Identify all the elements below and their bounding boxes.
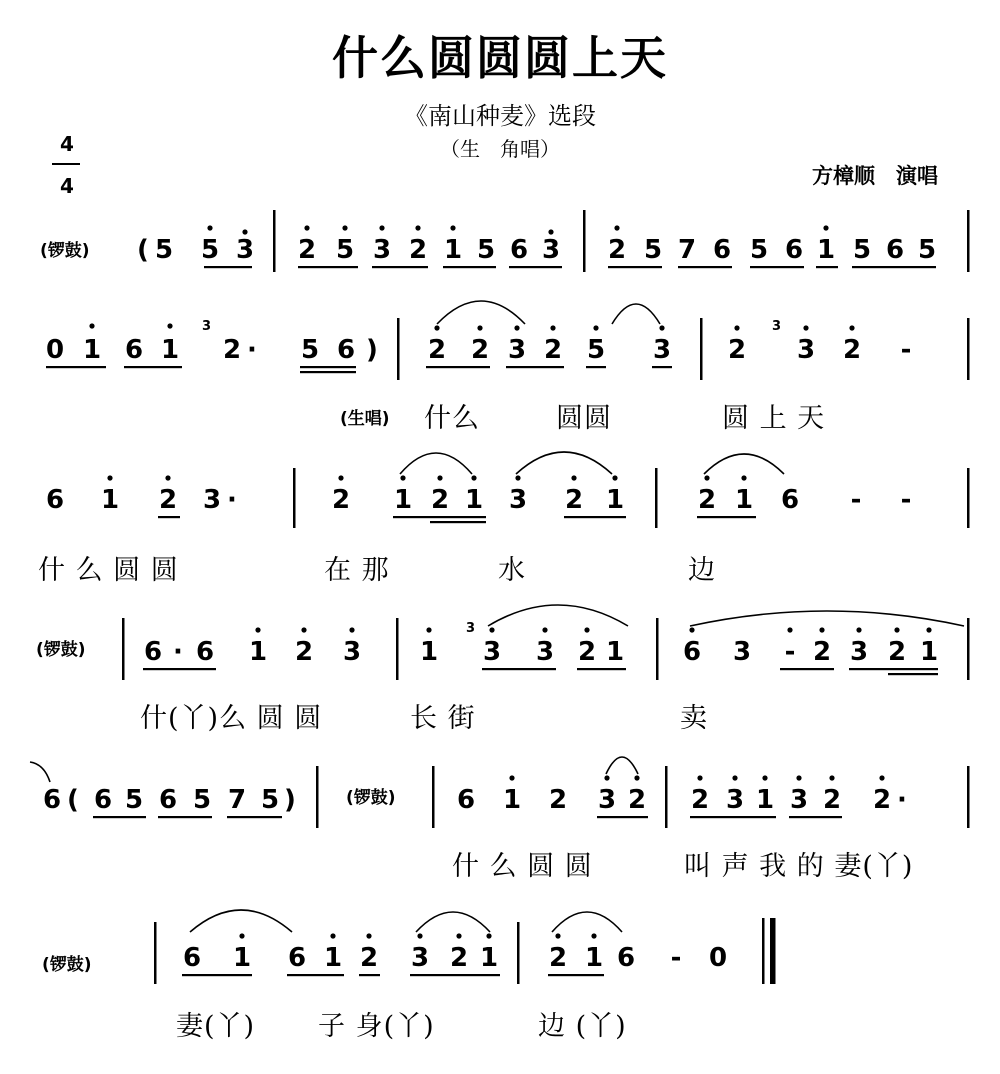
note-glyph: 5 — [749, 235, 769, 265]
note-glyph: 1 — [755, 785, 775, 815]
note-glyph: 2 — [543, 335, 563, 365]
octave-dot — [614, 225, 619, 230]
note-underline — [93, 816, 146, 818]
octave-dot — [849, 325, 854, 330]
lyric-line3-b: 在 那 — [324, 555, 390, 586]
note-glyph: 1 — [100, 485, 120, 515]
note-glyph: 2 — [727, 335, 747, 365]
note-glyph: 5 — [200, 235, 220, 265]
note-underline — [750, 266, 804, 268]
time-signature-numerator: 4 — [60, 132, 74, 156]
octave-dot — [167, 323, 172, 328]
note-underline — [287, 974, 344, 976]
note-glyph: 6 — [143, 637, 163, 667]
note-glyph: · — [897, 785, 907, 815]
octave-dot — [434, 325, 439, 330]
note-glyph: 2 — [297, 235, 317, 265]
note-underline — [888, 673, 938, 675]
octave-dot — [741, 475, 746, 480]
note-glyph: 3 — [410, 943, 430, 973]
note-glyph: 7 — [677, 235, 697, 265]
barline — [397, 318, 400, 380]
note-glyph: ( — [137, 235, 149, 265]
note-glyph: 2 — [548, 943, 568, 973]
note-glyph: 5 — [335, 235, 355, 265]
note-underline — [789, 816, 842, 818]
barline — [655, 468, 658, 528]
octave-dot — [659, 325, 664, 330]
note-glyph: ( — [67, 785, 79, 815]
barline — [967, 210, 970, 272]
note-underline — [300, 371, 356, 373]
octave-dot — [542, 627, 547, 632]
note-glyph: 5 — [192, 785, 212, 815]
octave-dot — [819, 627, 824, 632]
note-underline — [548, 974, 604, 976]
note-glyph: 3 — [235, 235, 255, 265]
octave-dot — [584, 627, 589, 632]
barline — [967, 468, 970, 528]
octave-dot — [787, 627, 792, 632]
octave-dot — [555, 933, 560, 938]
lyric-line2-c: 圆 上 天 — [722, 403, 826, 434]
barline — [656, 618, 659, 680]
note-underline — [124, 366, 182, 368]
octave-dot — [379, 225, 384, 230]
note-glyph: 6 — [712, 235, 732, 265]
octave-dot — [732, 775, 737, 780]
note-underline — [143, 668, 216, 670]
note-glyph: 1 — [248, 637, 268, 667]
octave-dot — [456, 933, 461, 938]
octave-dot — [366, 933, 371, 938]
note-glyph: 2 — [842, 335, 862, 365]
note-glyph: 2 — [427, 335, 447, 365]
note-glyph: 1 — [232, 943, 252, 973]
note-glyph: 2 — [812, 637, 832, 667]
barline — [396, 618, 399, 680]
barline — [517, 922, 520, 984]
note-underline — [678, 266, 732, 268]
note-glyph: 2 — [607, 235, 627, 265]
slur — [606, 757, 638, 774]
lyric-line2-a: 什么 — [424, 403, 480, 434]
barline — [432, 766, 435, 828]
note-glyph: - — [850, 485, 862, 515]
note-glyph: 2 — [470, 335, 490, 365]
note-glyph: 1 — [393, 485, 413, 515]
note-glyph: 3 — [482, 637, 502, 667]
note-glyph: 3 — [796, 335, 816, 365]
octave-dot — [107, 475, 112, 480]
octave-dot — [207, 225, 212, 230]
note-glyph: 3 — [507, 335, 527, 365]
note-glyph: 6 — [158, 785, 178, 815]
note-glyph: 1 — [919, 637, 939, 667]
note-glyph: 3 — [342, 637, 362, 667]
note-glyph: 1 — [82, 335, 102, 365]
note-glyph: - — [784, 637, 796, 667]
note-glyph: - — [670, 943, 682, 973]
note-underline — [849, 668, 938, 670]
octave-dot — [829, 775, 834, 780]
octave-dot — [509, 775, 514, 780]
barline — [122, 618, 125, 680]
note-glyph: 5 — [586, 335, 606, 365]
grace-note: 3 — [202, 319, 212, 334]
lyric-line3-d: 边 — [688, 555, 716, 586]
note-glyph: 5 — [852, 235, 872, 265]
octave-dot — [612, 475, 617, 480]
note-glyph: 2 — [294, 637, 314, 667]
note-underline — [410, 974, 500, 976]
note-underline — [852, 266, 936, 268]
octave-dot — [514, 325, 519, 330]
lyric-line6-c: 边 (丫) — [538, 1011, 627, 1042]
note-glyph: · — [247, 335, 257, 365]
note-glyph: 6 — [93, 785, 113, 815]
note-glyph: 2 — [822, 785, 842, 815]
note-glyph: 5 — [154, 235, 174, 265]
octave-dot — [338, 475, 343, 480]
octave-dot — [894, 627, 899, 632]
grace-note: 3 — [466, 621, 476, 636]
note-underline — [204, 266, 252, 268]
note-glyph: 6 — [336, 335, 356, 365]
barline — [967, 766, 970, 828]
octave-dot — [242, 229, 247, 234]
slur — [437, 301, 525, 324]
note-glyph: 6 — [682, 637, 702, 667]
octave-dot — [89, 323, 94, 328]
octave-dot — [301, 627, 306, 632]
note-underline — [372, 266, 428, 268]
role-note: （生 角唱） — [440, 137, 560, 161]
note-underline — [158, 516, 180, 518]
slur — [190, 910, 292, 932]
percussion-label-3: (锣鼓) — [346, 788, 396, 808]
octave-dot — [604, 775, 609, 780]
octave-dot — [515, 475, 520, 480]
octave-dot — [165, 475, 170, 480]
octave-dot — [342, 225, 347, 230]
note-underline — [158, 816, 212, 818]
note-glyph: 6 — [124, 335, 144, 365]
note-underline — [393, 516, 486, 518]
note-glyph: 6 — [45, 485, 65, 515]
note-glyph: 1 — [605, 637, 625, 667]
octave-dot — [426, 627, 431, 632]
note-underline — [816, 266, 838, 268]
lyric-line3-a: 什 么 圆 圆 — [38, 555, 179, 586]
note-glyph: 1 — [323, 943, 343, 973]
note-underline — [564, 516, 626, 518]
slur — [704, 454, 784, 474]
note-glyph: 6 — [287, 943, 307, 973]
note-glyph: 1 — [443, 235, 463, 265]
octave-dot — [304, 225, 309, 230]
note-glyph: 1 — [605, 485, 625, 515]
slur — [400, 453, 472, 474]
note-glyph: 5 — [476, 235, 496, 265]
octave-dot — [879, 775, 884, 780]
octave-dot — [689, 627, 694, 632]
note-underline — [482, 668, 556, 670]
note-underline — [597, 816, 648, 818]
note-glyph: 2 — [577, 637, 597, 667]
octave-dot — [486, 933, 491, 938]
performer-credit: 方樟顺 演唱 — [812, 163, 938, 188]
octave-dot — [634, 775, 639, 780]
note-glyph: 3 — [725, 785, 745, 815]
note-glyph: · — [173, 637, 183, 667]
note-underline — [430, 521, 486, 523]
note-underline — [426, 366, 490, 368]
octave-dot — [697, 775, 702, 780]
note-glyph: 0 — [45, 335, 65, 365]
note-glyph: 5 — [124, 785, 144, 815]
percussion-label-1: (锣鼓) — [40, 241, 90, 261]
barline — [154, 922, 157, 984]
octave-dot — [593, 325, 598, 330]
lyric-line3-c: 水 — [498, 555, 526, 586]
note-glyph: 6 — [780, 485, 800, 515]
note-glyph: 6 — [182, 943, 202, 973]
note-underline — [586, 366, 606, 368]
note-glyph: 3 — [732, 637, 752, 667]
lyric-line5-a: 什 么 圆 圆 — [452, 851, 593, 882]
octave-dot — [400, 475, 405, 480]
octave-dot — [450, 225, 455, 230]
note-underline — [506, 366, 564, 368]
note-underline — [608, 266, 662, 268]
octave-dot — [415, 225, 420, 230]
note-glyph: 2 — [548, 785, 568, 815]
barline — [273, 210, 276, 272]
barline — [762, 918, 765, 984]
note-glyph: 2 — [887, 637, 907, 667]
barline — [770, 918, 776, 984]
note-glyph: 5 — [300, 335, 320, 365]
lyric-line2-b: 圆圆 — [556, 403, 612, 434]
note-underline — [443, 266, 496, 268]
octave-dot — [550, 325, 555, 330]
octave-dot — [548, 229, 553, 234]
note-glyph: 3 — [652, 335, 672, 365]
slur — [30, 762, 50, 782]
note-glyph: 6 — [784, 235, 804, 265]
octave-dot — [571, 475, 576, 480]
slur — [488, 605, 628, 626]
slur — [516, 452, 612, 474]
note-underline — [690, 816, 776, 818]
note-glyph: 2 — [222, 335, 242, 365]
octave-dot — [823, 225, 828, 230]
note-glyph: 1 — [502, 785, 522, 815]
octave-dot — [803, 325, 808, 330]
note-glyph: 6 — [509, 235, 529, 265]
note-glyph: 2 — [690, 785, 710, 815]
note-glyph: 3 — [535, 637, 555, 667]
note-glyph: 2 — [359, 943, 379, 973]
octave-dot — [856, 627, 861, 632]
note-glyph: 1 — [160, 335, 180, 365]
note-glyph: 0 — [708, 943, 728, 973]
octave-dot — [471, 475, 476, 480]
octave-dot — [255, 627, 260, 632]
note-glyph: 2 — [430, 485, 450, 515]
note-underline — [359, 974, 380, 976]
note-underline — [697, 516, 756, 518]
note-underline — [652, 366, 672, 368]
note-glyph: 5 — [643, 235, 663, 265]
barline — [700, 318, 703, 380]
octave-dot — [762, 775, 767, 780]
lyric-line5-b: 叫 声 我 的 妻(丫) — [684, 851, 914, 882]
percussion-label-2: (锣鼓) — [36, 640, 86, 660]
note-glyph: ) — [284, 785, 296, 815]
note-glyph: 6 — [42, 785, 62, 815]
note-glyph: 7 — [227, 785, 247, 815]
percussion-label-4: (锣鼓) — [42, 955, 92, 975]
note-underline — [46, 366, 106, 368]
note-glyph: 6 — [456, 785, 476, 815]
note-underline — [509, 266, 562, 268]
note-glyph: 5 — [260, 785, 280, 815]
octave-dot — [926, 627, 931, 632]
song-subtitle: 《南山种麦》选段 — [404, 102, 596, 130]
note-glyph: 2 — [408, 235, 428, 265]
octave-dot — [417, 933, 422, 938]
note-underline — [182, 974, 252, 976]
sheng-label: (生唱) — [340, 409, 390, 429]
octave-dot — [349, 627, 354, 632]
note-glyph: 1 — [734, 485, 754, 515]
octave-dot — [796, 775, 801, 780]
slur — [612, 304, 660, 324]
note-glyph: 2 — [158, 485, 178, 515]
note-glyph: 3 — [508, 485, 528, 515]
barline — [583, 210, 586, 272]
note-glyph: 2 — [697, 485, 717, 515]
note-glyph: 3 — [541, 235, 561, 265]
lyric-line4-a: 什(丫)么 圆 圆 — [140, 703, 323, 734]
barline — [293, 468, 296, 528]
note-glyph: 2 — [449, 943, 469, 973]
octave-dot — [477, 325, 482, 330]
note-glyph: 1 — [479, 943, 499, 973]
note-glyph: 6 — [885, 235, 905, 265]
lyric-line6-b: 子 身(丫) — [318, 1011, 435, 1042]
barline — [967, 318, 970, 380]
time-signature-denominator: 4 — [60, 174, 74, 198]
note-glyph: - — [900, 335, 912, 365]
octave-dot — [704, 475, 709, 480]
note-underline — [298, 266, 358, 268]
lyric-line4-b: 长 街 — [410, 703, 476, 734]
note-glyph: 3 — [789, 785, 809, 815]
note-glyph: 1 — [464, 485, 484, 515]
lyric-line6-a: 妻(丫) — [176, 1011, 256, 1042]
octave-dot — [489, 627, 494, 632]
note-underline — [577, 668, 626, 670]
slur — [690, 611, 964, 626]
barline — [967, 618, 970, 680]
note-underline — [300, 366, 356, 368]
octave-dot — [734, 325, 739, 330]
note-glyph: 2 — [872, 785, 892, 815]
octave-dot — [437, 475, 442, 480]
barline — [665, 766, 668, 828]
octave-dot — [239, 933, 244, 938]
note-glyph: 2 — [564, 485, 584, 515]
note-glyph: 1 — [584, 943, 604, 973]
note-glyph: 6 — [616, 943, 636, 973]
note-glyph: 2 — [331, 485, 351, 515]
slur — [416, 912, 490, 932]
octave-dot — [330, 933, 335, 938]
note-glyph: 6 — [195, 637, 215, 667]
note-glyph: 5 — [917, 235, 937, 265]
note-glyph: 3 — [372, 235, 392, 265]
note-glyph: ) — [366, 335, 378, 365]
note-underline — [780, 668, 834, 670]
grace-note: 3 — [772, 319, 782, 334]
note-glyph: 3 — [597, 785, 617, 815]
octave-dot — [591, 933, 596, 938]
slur — [552, 912, 622, 932]
note-glyph: 1 — [816, 235, 836, 265]
song-title: 什么圆圆圆上天 — [332, 31, 668, 85]
note-underline — [227, 816, 282, 818]
note-glyph: 3 — [202, 485, 222, 515]
note-glyph: 3 — [849, 637, 869, 667]
barline — [316, 766, 319, 828]
note-glyph: 2 — [627, 785, 647, 815]
note-glyph: - — [900, 485, 912, 515]
note-glyph: · — [227, 485, 237, 515]
note-glyph: 1 — [419, 637, 439, 667]
lyric-line4-c: 卖 — [680, 703, 708, 734]
